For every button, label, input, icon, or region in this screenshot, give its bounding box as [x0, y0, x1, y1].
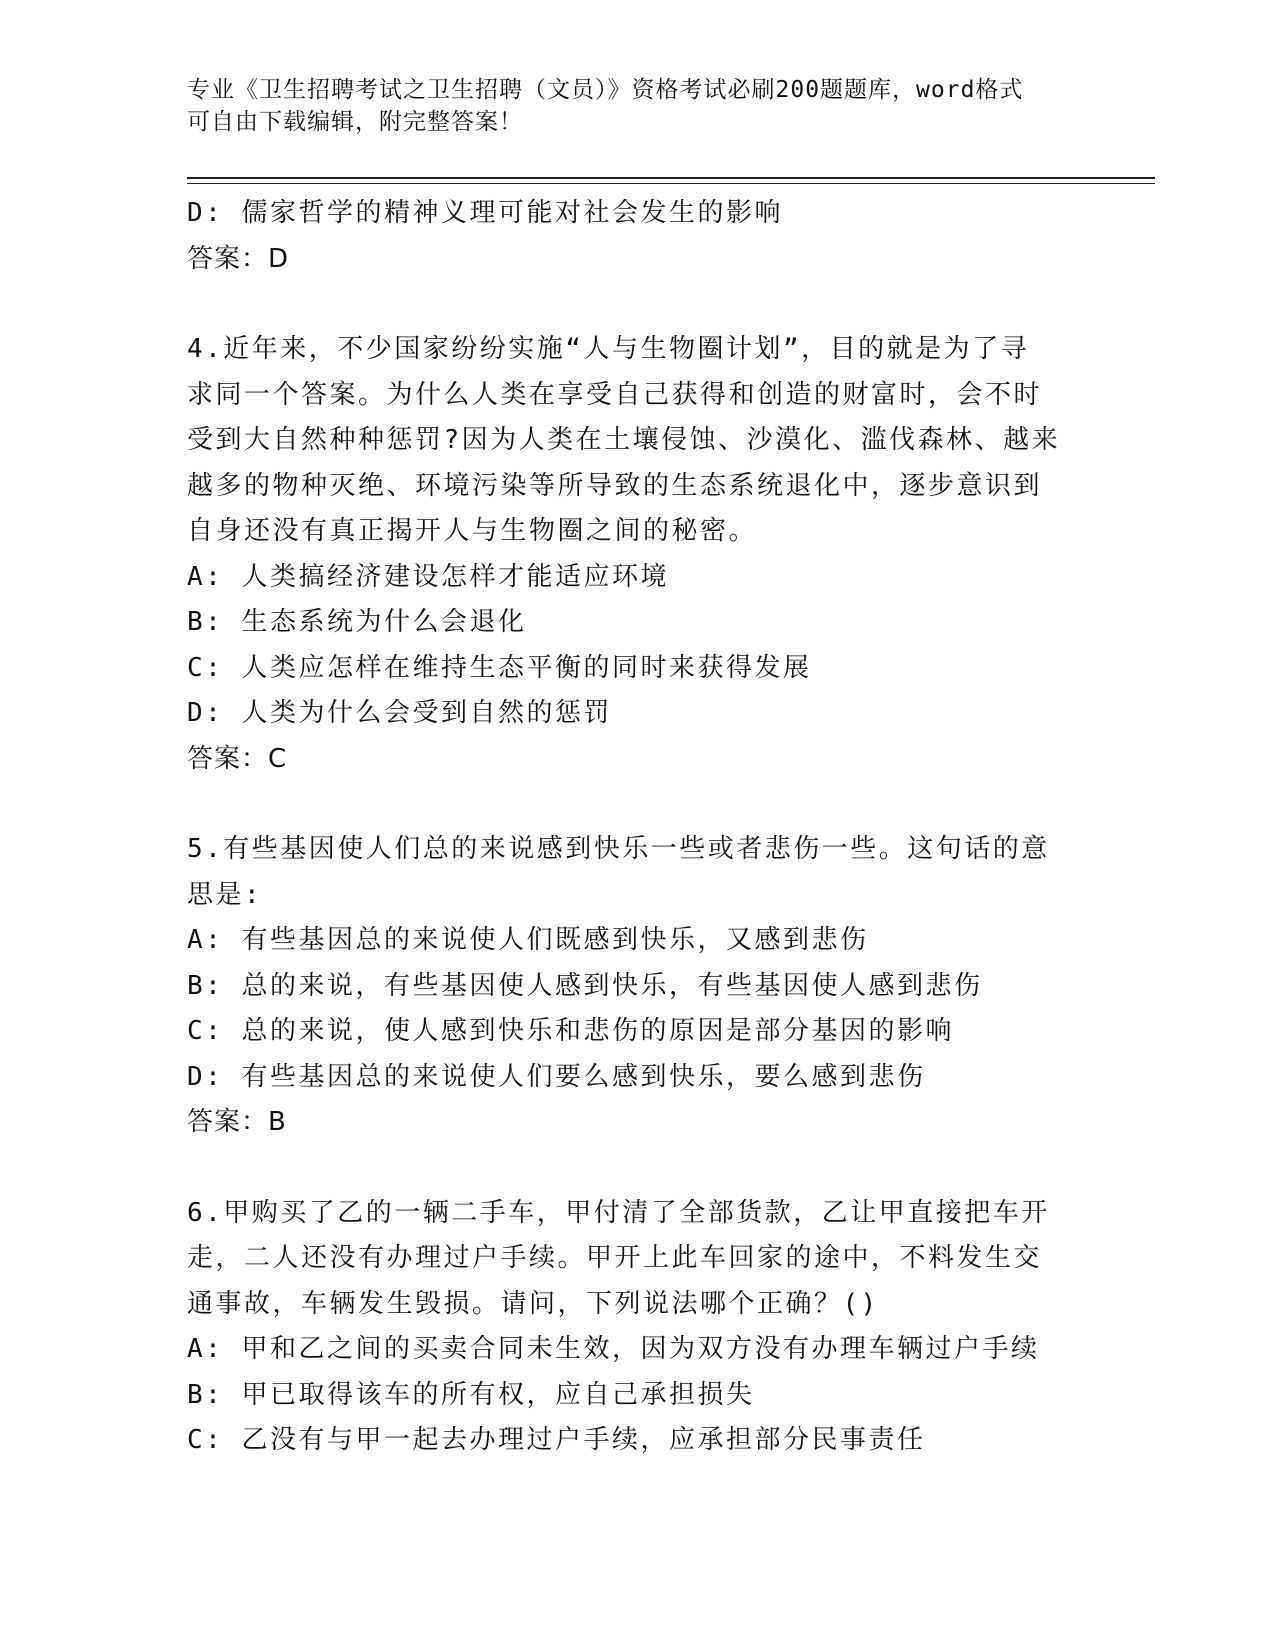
stem-line: 受到大自然种种惩罚?因为人类在土壤侵蚀、沙漠化、滥伐森林、越来 [187, 425, 1061, 455]
document-header [187, 74, 1087, 138]
option-d: D: 儒家哲学的精神义理可能对社会发生的影响 [187, 198, 783, 228]
answer-line: 答案：B [187, 1107, 287, 1137]
option-c: C: 人类应怎样在维持生态平衡的同时来获得发展 [187, 652, 812, 683]
spacer [187, 1146, 1087, 1191]
stem-line: 自身还没有真正揭开人与生物圈之间的秘密。 [187, 516, 758, 546]
stem-line: 走，二人还没有办理过户手续。甲开上此车回家的途中，不料发生交 [187, 1243, 1043, 1273]
question-stem [187, 1191, 1087, 1328]
option-c: C: 乙没有与甲一起去办理过户手续，应承担部分民事责任 [187, 1425, 926, 1455]
question-6 [187, 1191, 1087, 1464]
document-body [187, 191, 1087, 1464]
option-d: D: 人类为什么会受到自然的惩罚 [187, 698, 612, 728]
option-a: A: 甲和乙之间的买卖合同未生效，因为双方没有办理车辆过户手续 [187, 1334, 1040, 1364]
question-4 [187, 327, 1087, 782]
stem-line: 求同一个答案。为什么人类在享受自己获得和创造的财富时，会不时 [187, 379, 1043, 410]
question-5 [187, 827, 1087, 1146]
stem-line: 4.近年来，不少国家纷纷实施“人与生物圈计划”，目的就是为了寻 [187, 334, 1030, 364]
spacer [187, 782, 1087, 827]
stem-line: 越多的物种灭绝、环境污染等所导致的生态系统退化中，逐步意识到 [187, 470, 1043, 501]
question-stem [187, 827, 1087, 918]
header-line-1: 专业《卫生招聘考试之卫生招聘（文员）》资格考试必刷200题题库，word格式 [187, 77, 1024, 103]
stem-line: 思是: [187, 879, 263, 910]
question-stem [187, 327, 1087, 555]
stem-line: 通事故，车辆发生毁损。请问，下列说法哪个正确？() [187, 1288, 879, 1319]
option-c: C: 总的来说，使人感到快乐和悲伤的原因是部分基因的影响 [187, 1016, 954, 1046]
header-divider-thin [187, 183, 1155, 184]
option-a: A: 有些基因总的来说使人们既感到快乐，又感到悲伤 [187, 925, 869, 955]
option-d: D: 有些基因总的来说使人们要么感到快乐，要么感到悲伤 [187, 1061, 926, 1092]
previous-question-tail [187, 191, 1087, 282]
answer-line: 答案：D [187, 243, 290, 274]
option-b: B: 生态系统为什么会退化 [187, 607, 527, 637]
spacer [187, 282, 1087, 327]
option-a: A: 人类搞经济建设怎样才能适应环境 [187, 561, 669, 592]
header-line-2: 可自由下载编辑，附完整答案！ [187, 109, 523, 135]
stem-line: 6.甲购买了乙的一辆二手车，甲付清了全部货款，乙让甲直接把车开 [187, 1197, 1050, 1228]
option-b: B: 甲已取得该车的所有权，应自己承担损失 [187, 1379, 755, 1410]
stem-line: 5.有些基因使人们总的来说感到快乐一些或者悲伤一些。这句话的意 [187, 834, 1050, 864]
header-divider-thick [187, 177, 1155, 179]
option-b: B: 总的来说，有些基因使人感到快乐，有些基因使人感到悲伤 [187, 970, 983, 1001]
answer-line: 答案：C [187, 743, 288, 774]
